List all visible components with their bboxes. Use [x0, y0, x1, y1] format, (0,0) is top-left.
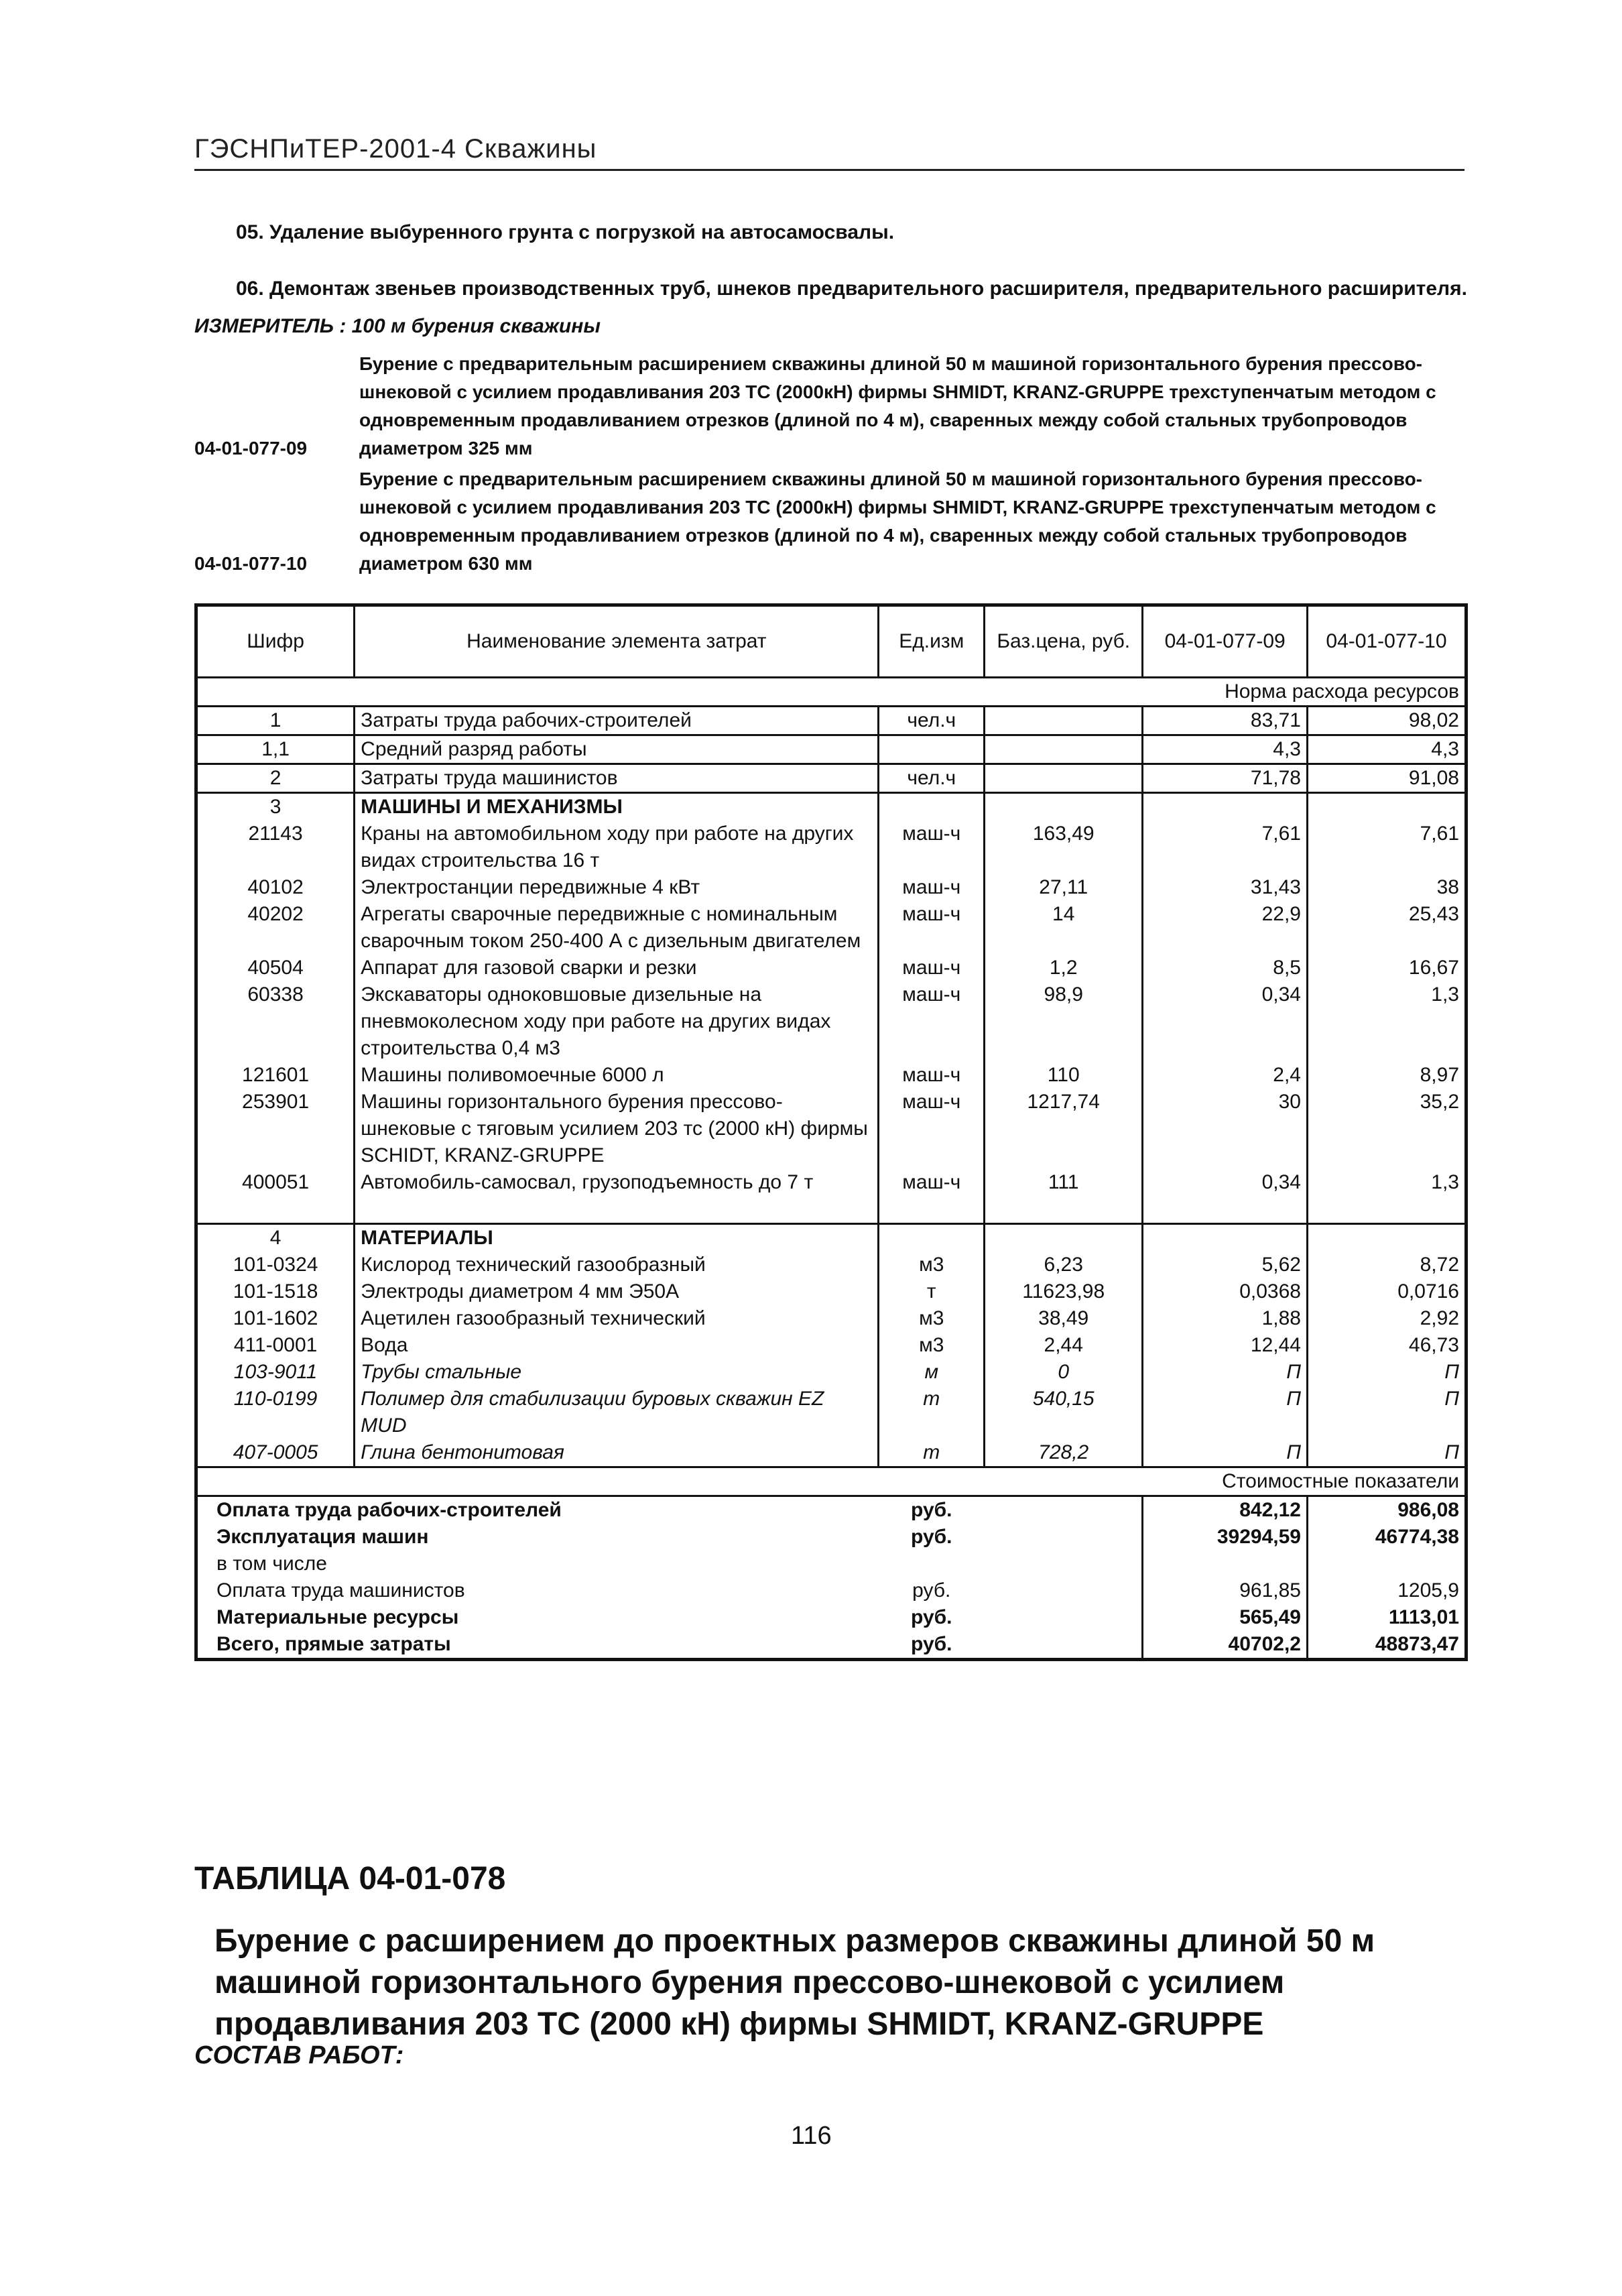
cell-code: 411-0001	[233, 1334, 318, 1356]
cell-name: Глина бентонитовая	[355, 1439, 879, 1467]
cost-label-cell: Всего, прямые затраты	[216, 1633, 451, 1655]
cell-code: 1	[196, 707, 355, 735]
cell-code: 60338	[247, 983, 304, 1006]
cell-price: 1,2	[985, 955, 1143, 981]
cell-unit: маш-ч	[879, 1089, 985, 1169]
table-row	[196, 1278, 1467, 1305]
cost-spacer	[985, 1631, 1143, 1660]
cell-unit: т	[879, 1439, 985, 1467]
cell-code: 101-0324	[233, 1254, 318, 1276]
cost-spacer	[985, 1496, 1143, 1524]
table-row	[196, 1089, 1467, 1169]
cell-v2: П	[1444, 1361, 1459, 1383]
cost-row	[196, 1631, 1467, 1660]
cell-code: 253901	[242, 1091, 310, 1113]
cell-price: 14	[985, 901, 1143, 955]
cell-v1: 0,34	[1143, 981, 1308, 1062]
cell-unit: маш-ч	[879, 981, 985, 1062]
cost-spacer	[985, 1604, 1143, 1631]
cell-price: 27,11	[985, 874, 1143, 901]
table-row	[196, 821, 1467, 874]
cell-v1: П	[1143, 1359, 1308, 1386]
cell-name: Кислород технический газообразный	[355, 1252, 879, 1278]
cell-price: 98,9	[985, 981, 1143, 1062]
table-row	[196, 735, 1467, 764]
cost-spacer	[985, 1524, 1143, 1551]
cell-v2: 46,73	[1408, 1334, 1459, 1356]
cost-unit: руб.	[911, 1606, 952, 1628]
cost-v1: 565,49	[1143, 1604, 1308, 1631]
header-unit: Ед.изм	[879, 605, 985, 678]
cost-label-cell: Оплата труда рабочих-строителей	[216, 1499, 562, 1521]
cell-v1: 30	[1143, 1089, 1308, 1169]
cost-label: Стоимостные показатели	[196, 1467, 1467, 1496]
cell-price: 163,49	[985, 821, 1143, 874]
cell-v1: 22,9	[1143, 901, 1308, 955]
cell-unit: маш-ч	[879, 1062, 985, 1089]
cell-v1: 7,61	[1143, 821, 1308, 874]
cell-price	[985, 735, 1143, 764]
cell-name: Автомобиль-самосвал, грузоподъемность до 7 т	[355, 1169, 879, 1196]
cell-unit: м3	[879, 1332, 985, 1359]
norm-label: Норма расхода ресурсов	[196, 678, 1467, 707]
cost-unit: руб.	[911, 1526, 952, 1548]
cell-v1: 4,3	[1143, 735, 1308, 764]
table-row	[196, 1332, 1467, 1359]
cell-v2: 91,08	[1307, 764, 1466, 793]
machines-group	[196, 821, 1467, 1196]
cell-unit: т	[879, 1386, 985, 1439]
cell-unit: маш-ч	[879, 1169, 985, 1196]
cell-unit: т	[879, 1278, 985, 1305]
variant-list	[194, 350, 1468, 581]
resource-table	[194, 603, 1468, 1661]
cell-v2: 25,43	[1408, 903, 1459, 925]
cell-name: Электроды диаметром 4 мм Э50А	[355, 1278, 879, 1305]
cell-price: 1217,74	[985, 1089, 1143, 1169]
cell-code: 40504	[247, 957, 304, 979]
table-header-row	[196, 605, 1467, 678]
cell-v1: П	[1143, 1439, 1308, 1467]
table-row	[196, 901, 1467, 955]
cell-name: Трубы стальные	[355, 1359, 879, 1386]
cell-v1: 31,43	[1143, 874, 1308, 901]
cost-unit	[879, 1551, 985, 1577]
cell-name: Средний разряд работы	[355, 735, 879, 764]
table-row	[196, 707, 1467, 735]
cell-price: 728,2	[985, 1439, 1143, 1467]
cell-v2: 0,0716	[1397, 1280, 1459, 1303]
cost-unit: руб.	[912, 1579, 951, 1602]
cell-price	[985, 764, 1143, 793]
cell-v1: 71,78	[1143, 764, 1308, 793]
cell-name: Затраты труда машинистов	[355, 764, 879, 793]
header-name: Наименование элемента затрат	[355, 605, 879, 678]
section-code: 4	[196, 1224, 355, 1252]
cell-code: 101-1518	[233, 1280, 318, 1303]
cell-v2: 16,67	[1408, 957, 1459, 979]
cell-code: 121601	[242, 1064, 310, 1086]
cell-code: 400051	[242, 1171, 310, 1193]
cost-v2: 1205,9	[1397, 1579, 1459, 1602]
cell-code: 40202	[247, 903, 304, 925]
page-header: ГЭСНПиТЕР-2001-4 Скважины	[194, 134, 597, 164]
cost-v1: 961,85	[1143, 1577, 1308, 1604]
cost-label-cell: Оплата труда машинистов	[216, 1579, 465, 1602]
cell-v2: 8,97	[1420, 1064, 1459, 1086]
cell-name: Агрегаты сварочные передвижные с номинальным сварочным током 250-400 А с дизельным двигателем	[355, 901, 879, 955]
cell-price: 38,49	[985, 1305, 1143, 1332]
table-row	[196, 1062, 1467, 1089]
costs-group	[196, 1496, 1467, 1660]
next-table-heading: Бурение с расширением до проектных размеров скважины длиной 50 м машиной горизонтального бурения прессово-шнековой с усилием продавливания 203 ТС (2000 кН) фирмы SHMIDT, KRANZ-GRUPPE	[214, 1923, 1375, 2042]
cell-name: Ацетилен газообразный технический	[355, 1305, 879, 1332]
cell-price: 0	[985, 1359, 1143, 1386]
cell-code: 1,1	[196, 735, 355, 764]
variant-text: Бурение с предварительным расширением скважины длиной 50 м машиной горизонтального бурения прессово-шнековой с усилием продавливания 203 ТС (2000кН) фирмы SHMIDT, KRANZ-GRUPPE трехступенчатым методом с одновременным продавливанием отрезков (длиной по 4 м), сваренных между собой стальных трубопроводов диаметром 630 мм	[359, 469, 1436, 574]
cell-code: 21143	[248, 823, 303, 845]
cost-v2: 986,08	[1397, 1499, 1459, 1521]
variant-item	[194, 465, 1468, 578]
cost-row	[196, 1604, 1467, 1631]
cell-price: 540,15	[985, 1386, 1143, 1439]
cell-price: 6,23	[985, 1252, 1143, 1278]
cost-unit: руб.	[911, 1633, 952, 1655]
cell-v1: П	[1143, 1386, 1308, 1439]
table-row	[196, 1386, 1467, 1439]
table-row	[196, 1359, 1467, 1386]
next-table-title: ТАБЛИЦА 04-01-078	[194, 1861, 506, 1896]
cost-v2: 48873,47	[1375, 1633, 1459, 1655]
cell-v1: 0,34	[1143, 1169, 1308, 1196]
cost-v1: 842,12	[1143, 1496, 1308, 1524]
cell-unit: м3	[879, 1252, 985, 1278]
cell-v2: 8,72	[1420, 1254, 1459, 1276]
cell-name: Краны на автомобильном ходу при работе на других видах строительства 16 т	[355, 821, 879, 874]
cell-unit: маш-ч	[879, 955, 985, 981]
section-row	[196, 1224, 1467, 1252]
cell-unit: чел.ч	[879, 707, 985, 735]
cost-label-cell: Эксплуатация машин	[216, 1526, 429, 1548]
cell-v2: 4,3	[1307, 735, 1466, 764]
cell-code: 2	[196, 764, 355, 793]
cost-row	[196, 1551, 1467, 1577]
norm-label-row	[196, 678, 1467, 707]
cost-v1: 40702,2	[1143, 1631, 1308, 1660]
cell-name: Затраты труда рабочих-строителей	[355, 707, 879, 735]
cell-unit	[879, 735, 985, 764]
header-code: Шифр	[196, 605, 355, 678]
header-variant-1: 04-01-077-09	[1143, 605, 1308, 678]
cost-label-row	[196, 1467, 1467, 1496]
cell-v2: 1,3	[1431, 1171, 1459, 1193]
work-item: 05. Удаление выбуренного грунта с погрузкой на автосамосвалы.	[236, 221, 895, 243]
cost-v1	[1143, 1551, 1308, 1577]
section-row	[196, 793, 1467, 821]
cell-code: 110-0199	[233, 1388, 318, 1410]
variant-item	[194, 350, 1468, 463]
work-composition-label: СОСТАВ РАБОТ:	[194, 2041, 404, 2069]
cell-code: 407-0005	[233, 1441, 318, 1463]
cell-unit: м3	[879, 1305, 985, 1332]
cell-unit: чел.ч	[879, 764, 985, 793]
cell-price: 110	[985, 1062, 1143, 1089]
cell-name: Полимер для стабилизации буровых скважин EZ MUD	[355, 1386, 879, 1439]
cell-code: 103-9011	[233, 1361, 318, 1383]
cell-name: Экскаваторы одноковшовые дизельные на пневмоколесном ходу при работе на других видах строительства 0,4 м3	[355, 981, 879, 1062]
cell-v2: 35,2	[1420, 1091, 1459, 1113]
cost-v1: 39294,59	[1143, 1524, 1308, 1551]
table-row	[196, 1439, 1467, 1467]
cell-v1: 12,44	[1143, 1332, 1308, 1359]
cell-name: Аппарат для газовой сварки и резки	[355, 955, 879, 981]
cell-v1: 83,71	[1143, 707, 1308, 735]
cost-row	[196, 1524, 1467, 1551]
cell-unit: маш-ч	[879, 821, 985, 874]
section-title: МАШИНЫ И МЕХАНИЗМЫ	[355, 793, 879, 821]
cell-v1: 5,62	[1143, 1252, 1308, 1278]
variant-text: Бурение с предварительным расширением скважины длиной 50 м машиной горизонтального бурения прессово-шнековой с усилием продавливания 203 ТС (2000кН) фирмы SHMIDT, KRANZ-GRUPPE трехступенчатым методом с одновременным продавливанием отрезков (длиной по 4 м), сваренных между собой стальных трубопроводов диаметром 325 мм	[359, 353, 1436, 459]
materials-group	[196, 1252, 1467, 1467]
cell-price: 2,44	[985, 1332, 1143, 1359]
cell-v2: 98,02	[1307, 707, 1466, 735]
cell-v1: 1,88	[1143, 1305, 1308, 1332]
cell-unit: маш-ч	[879, 901, 985, 955]
cell-price	[985, 707, 1143, 735]
table-row	[196, 1169, 1467, 1196]
section-code: 3	[196, 793, 355, 821]
header-divider	[194, 169, 1464, 171]
cost-spacer	[985, 1577, 1143, 1604]
cost-label-cell: в том числе	[216, 1553, 327, 1575]
cell-v2: 38	[1436, 876, 1459, 898]
cell-v2: П	[1444, 1441, 1459, 1463]
variant-code: 04-01-077-10	[194, 553, 308, 574]
cell-v1: 8,5	[1143, 955, 1308, 981]
cell-name: Вода	[355, 1332, 879, 1359]
table-row	[196, 874, 1467, 901]
header-price: Баз.цена, руб.	[985, 605, 1143, 678]
table-row	[196, 981, 1467, 1062]
cell-name: Машины горизонтального бурения прессово-шнековые с тяговым усилием 203 тс (2000 кН) фирмы SCHIDT, KRANZ-GRUPPE	[355, 1089, 879, 1169]
measure-unit: ИЗМЕРИТЕЛЬ : 100 м бурения скважины	[194, 315, 601, 337]
cell-v2: 2,92	[1420, 1307, 1459, 1329]
table-row	[196, 955, 1467, 981]
cell-unit: м	[879, 1359, 985, 1386]
cell-v2: 7,61	[1420, 823, 1459, 845]
work-item: 06. Демонтаж звеньев производственных труб, шнеков предварительного расширителя, предварительного расширителя.	[236, 278, 1467, 300]
cell-v1: 2,4	[1143, 1062, 1308, 1089]
cost-v2: 46774,38	[1375, 1526, 1459, 1548]
cost-v2: 1113,01	[1388, 1606, 1459, 1628]
variant-code: 04-01-077-09	[194, 438, 308, 459]
cost-row	[196, 1577, 1467, 1604]
cell-code: 40102	[247, 876, 304, 898]
cost-unit: руб.	[911, 1499, 952, 1521]
header-variant-2: 04-01-077-10	[1307, 605, 1466, 678]
cell-code: 101-1602	[233, 1307, 318, 1329]
section-title: МАТЕРИАЛЫ	[355, 1224, 879, 1252]
cell-name: Электростанции передвижные 4 кВт	[355, 874, 879, 901]
cell-price: 111	[985, 1169, 1143, 1196]
cost-spacer	[985, 1551, 1143, 1577]
table-row	[196, 764, 1467, 793]
cell-name: Машины поливомоечные 6000 л	[355, 1062, 879, 1089]
table-row	[196, 1252, 1467, 1278]
table-row	[196, 1305, 1467, 1332]
cell-v2: П	[1444, 1388, 1459, 1410]
cell-v1: 0,0368	[1143, 1278, 1308, 1305]
cell-unit: маш-ч	[879, 874, 985, 901]
page-number: 116	[791, 2122, 832, 2150]
cost-row	[196, 1496, 1467, 1524]
cell-price: 11623,98	[985, 1278, 1143, 1305]
cell-v2: 1,3	[1431, 983, 1459, 1006]
cost-label-cell: Материальные ресурсы	[216, 1606, 459, 1628]
cost-v2	[1307, 1551, 1466, 1577]
